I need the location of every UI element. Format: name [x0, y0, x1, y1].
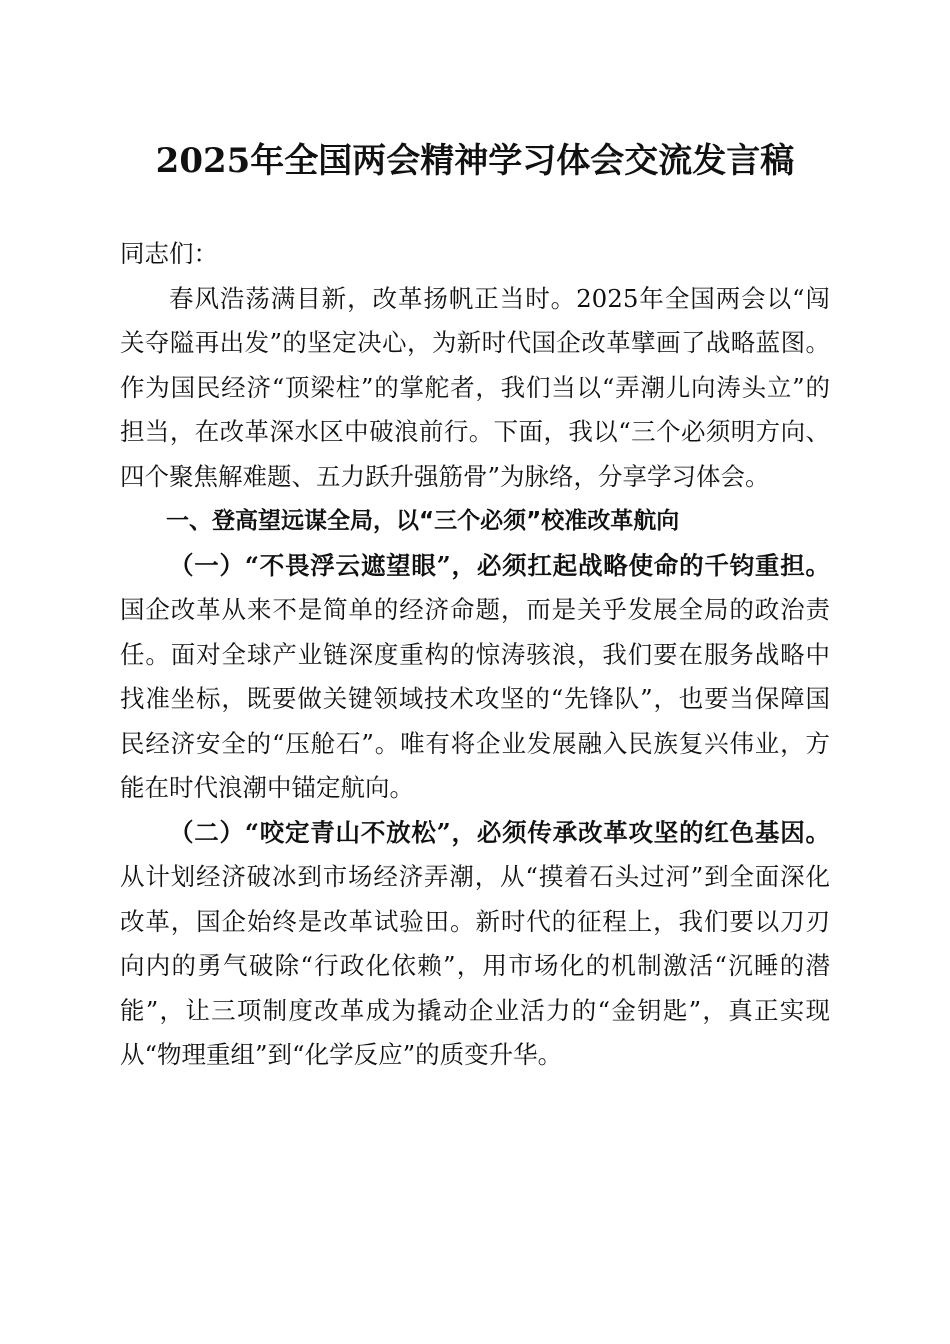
- document-title: 2025年全国两会精神学习体会交流发言稿: [155, 141, 795, 181]
- paragraph-1-lead: （一）“不畏浮云遮望眼”，必须扛起战略使命的千钧重担。: [169, 550, 830, 580]
- intro-paragraph: 春风浩荡满目新，改革扬帆正当时。2025年全国两会以“闯关夺隘再出发”的坚定决心，为新时代国企改革擘画了战略蓝图。作为国民经济“顶梁柱”的掌舵者，我们当以“弄潮儿向涛头立”的担当，在改革深水区中破浪前行。下面，我以“三个必须明方向、四个聚焦解难题、五力跃升强筋骨”为脉络，分享学习体会。: [120, 283, 830, 491]
- paragraph-1-body: 国企改革从来不是简单的经济命题，而是关乎发展全局的政治责任。面对全球产业链深度重构的惊涛骇浪，我们要在服务战略中找准坐标，既要做关键领域技术攻坚的“先锋队”，也要当保障国民经济安全的“压舱石”。唯有将企业发展融入民族复兴伟业，方能在时代浪潮中锚定航向。: [120, 595, 830, 802]
- salutation: 同志们：: [120, 239, 218, 268]
- paragraph-2-lead: （二）“咬定青山不放松”，必须传承改革攻坚的红色基因。: [169, 817, 830, 847]
- paragraph-2: [120, 811, 830, 1078]
- paragraph-1: [120, 544, 830, 811]
- section-1-heading: 一、登高望远谋全局，以“三个必须”校准改革航向: [166, 508, 680, 534]
- paragraph-2-body: 从计划经济破冰到市场经济弄潮，从“摸着石头过河”到全面深化改革，国企始终是改革试验田。新时代的征程上，我们要以刀刃向内的勇气破除“行政化依赖”，用市场化的机制激活“沉睡的潜能”，让三项制度改革成为撬动企业活力的“金钥匙”，真正实现从“物理重组”到“化学反应”的质变升华。: [120, 862, 830, 1069]
- document-body: [120, 232, 830, 1078]
